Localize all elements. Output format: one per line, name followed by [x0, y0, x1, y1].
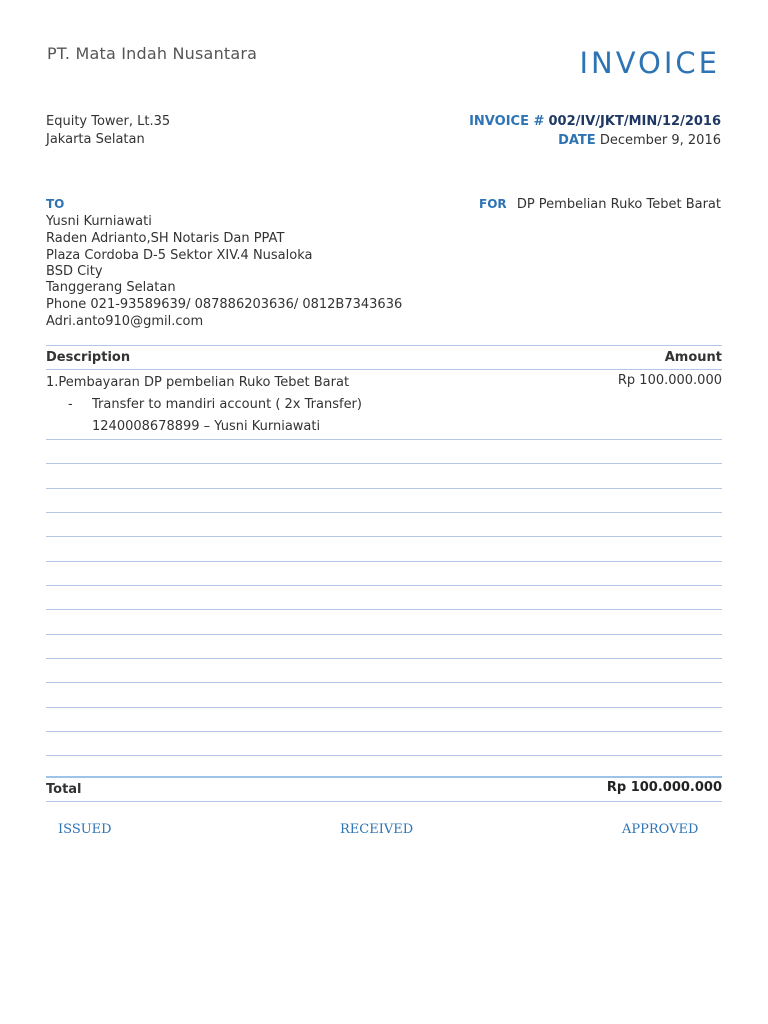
header-divider	[46, 369, 722, 370]
to-line: Plaza Cordoba D-5 Sektor XIV.4 Nusaloka	[46, 248, 313, 263]
invoice-number-label: INVOICE #	[469, 114, 545, 129]
row-description: Transfer to mandiri account ( 2x Transfer)	[92, 397, 362, 412]
approved-signature-label: APPROVED	[622, 822, 699, 837]
date-label: DATE	[558, 133, 596, 148]
to-line: Tanggerang Selatan	[46, 280, 176, 295]
description-header: Description	[46, 350, 131, 365]
table-top-border	[46, 345, 722, 346]
invoice-number-value: 002/IV/JKT/MIN/12/2016	[548, 114, 721, 129]
row-divider	[46, 682, 722, 683]
row-divider	[46, 658, 722, 659]
row-divider	[46, 561, 722, 562]
document-title: INVOICE	[579, 46, 720, 80]
row-divider	[46, 609, 722, 610]
row-divider	[46, 439, 722, 440]
issued-signature-label: ISSUED	[58, 822, 112, 837]
address-line-2: Jakarta Selatan	[46, 132, 145, 147]
row-divider	[46, 755, 722, 756]
received-signature-label: RECEIVED	[340, 822, 414, 837]
row-divider	[46, 488, 722, 489]
total-divider	[46, 776, 722, 778]
amount-header: Amount	[664, 350, 722, 365]
to-line: Adri.anto910@gmil.com	[46, 314, 204, 329]
to-line: BSD City	[46, 264, 103, 279]
to-line: Raden Adrianto,SH Notaris Dan PPAT	[46, 231, 285, 246]
row-amount: Rp 100.000.000	[617, 373, 722, 388]
row-divider	[46, 536, 722, 537]
row-bullet: -	[68, 397, 73, 412]
to-label: TO	[46, 197, 65, 211]
invoice-number-row	[469, 114, 721, 129]
total-value: Rp 100.000.000	[606, 780, 722, 795]
date-value: December 9, 2016	[599, 133, 721, 148]
row-divider	[46, 634, 722, 635]
for-value: DP Pembelian Ruko Tebet Barat	[516, 197, 721, 212]
for-label: FOR	[479, 197, 507, 211]
date-row	[558, 133, 721, 148]
to-line: Yusni Kurniawati	[46, 214, 152, 229]
row-divider	[46, 731, 722, 732]
total-label: Total	[46, 782, 82, 797]
row-description: 1.Pembayaran DP pembelian Ruko Tebet Barat	[46, 375, 350, 390]
for-row	[479, 197, 721, 212]
company-name: PT. Mata Indah Nusantara	[47, 44, 258, 63]
table-bottom-border	[46, 801, 722, 802]
row-divider	[46, 585, 722, 586]
row-divider	[46, 707, 722, 708]
address-line-1: Equity Tower, Lt.35	[46, 114, 171, 129]
row-divider	[46, 463, 722, 464]
to-line: Phone 021-93589639/ 087886203636/ 0812B7343636	[46, 297, 403, 312]
row-description: 1240008678899 – Yusni Kurniawati	[92, 419, 321, 434]
row-divider	[46, 512, 722, 513]
